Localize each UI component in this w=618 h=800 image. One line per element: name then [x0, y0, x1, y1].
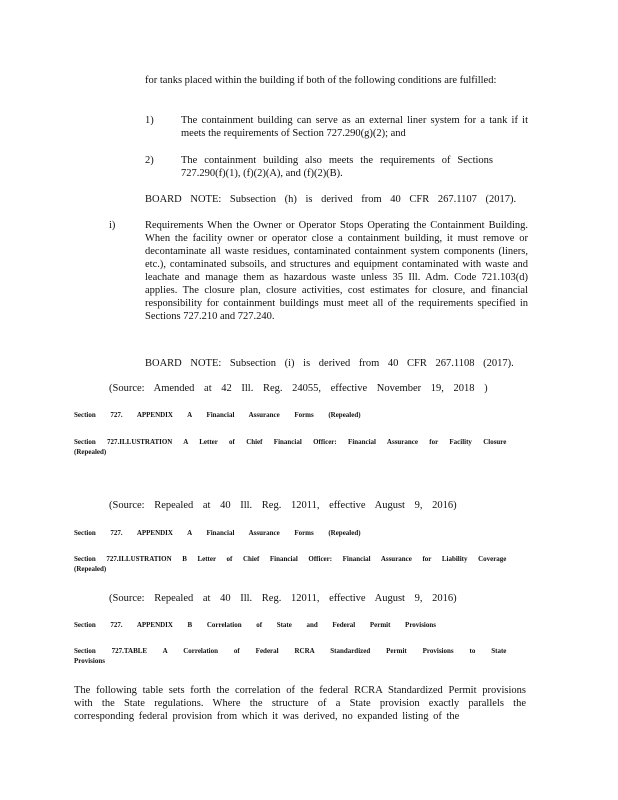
header-appendix-b: Section 727. APPENDIX B Correlation of State and Federal Permit Provisions [74, 620, 436, 629]
header-appendix-a: Section 727. APPENDIX A Financial Assurance Forms (Repealed) [74, 410, 361, 419]
header-table-a: Section 727.TABLE A Correlation of Federal RCRA Standardized Permit Provisions to State Provisions [74, 646, 507, 665]
item-i-number: i) [109, 220, 116, 231]
source-repealed-2: (Source: Repealed at 40 Ill. Reg. 12011, effective August 9, 2016) [109, 593, 457, 604]
header-illustration-a: Section 727.ILLUSTRATION A Letter of Chief Financial Officer: Financial Assurance for Facility Closure (Repealed) [74, 437, 507, 456]
board-note-i: BOARD NOTE: Subsection (i) is derived from 40 CFR 267.1108 (2017). [145, 358, 514, 369]
list-number-2: 2) [145, 155, 154, 166]
list-number-1: 1) [145, 115, 154, 126]
header-appendix-a-repeat: Section 727. APPENDIX A Financial Assurance Forms (Repealed) [74, 528, 361, 537]
item-i-text: Requirements When the Owner or Operator Stops Operating the Containment Building. When the facility owner or operator close a containment building, it must remove or decontaminate all waste residues, contaminated containment system components (liners, etc.), contaminated subsoils, and structures and equipment contaminated with waste and leachate and manage them as hazardous waste unless 35 Ill. Adm. Code 721.103(d) applies. The closure plan, closure activities, cost estimates for closure, and financial responsibility for containment buildings must meet all of the requirements specified in Sections 727.210 and 727.240. [145, 220, 528, 322]
closing-paragraph: The following table sets forth the correlation of the federal RCRA Standardized Permit provisions with the State regulations. Where the structure of a State provision exactly parallels the corresponding federal provision from which it was derived, no expanded listing of the [74, 685, 526, 722]
board-note-h: BOARD NOTE: Subsection (h) is derived from 40 CFR 267.1107 (2017). [145, 194, 517, 205]
intro-paragraph: for tanks placed within the building if both of the following conditions are fulfilled: [145, 75, 497, 86]
source-amended: (Source: Amended at 42 Ill. Reg. 24055, effective November 19, 2018 ) [109, 383, 488, 394]
header-illustration-b: Section 727.ILLUSTRATION B Letter of Chief Financial Officer: Financial Assurance for Liability Coverage (Repealed) [74, 554, 507, 573]
list-text-2: The containment building also meets the requirements of Sections 727.290(f)(1), (f)(2)(A), and (f)(2)(B). [181, 155, 493, 179]
list-text-1: The containment building can serve as an external liner system for a tank if it meets the requirements of Section 727.290(g)(2); and [181, 115, 528, 139]
source-repealed-1: (Source: Repealed at 40 Ill. Reg. 12011, effective August 9, 2016) [109, 500, 457, 511]
